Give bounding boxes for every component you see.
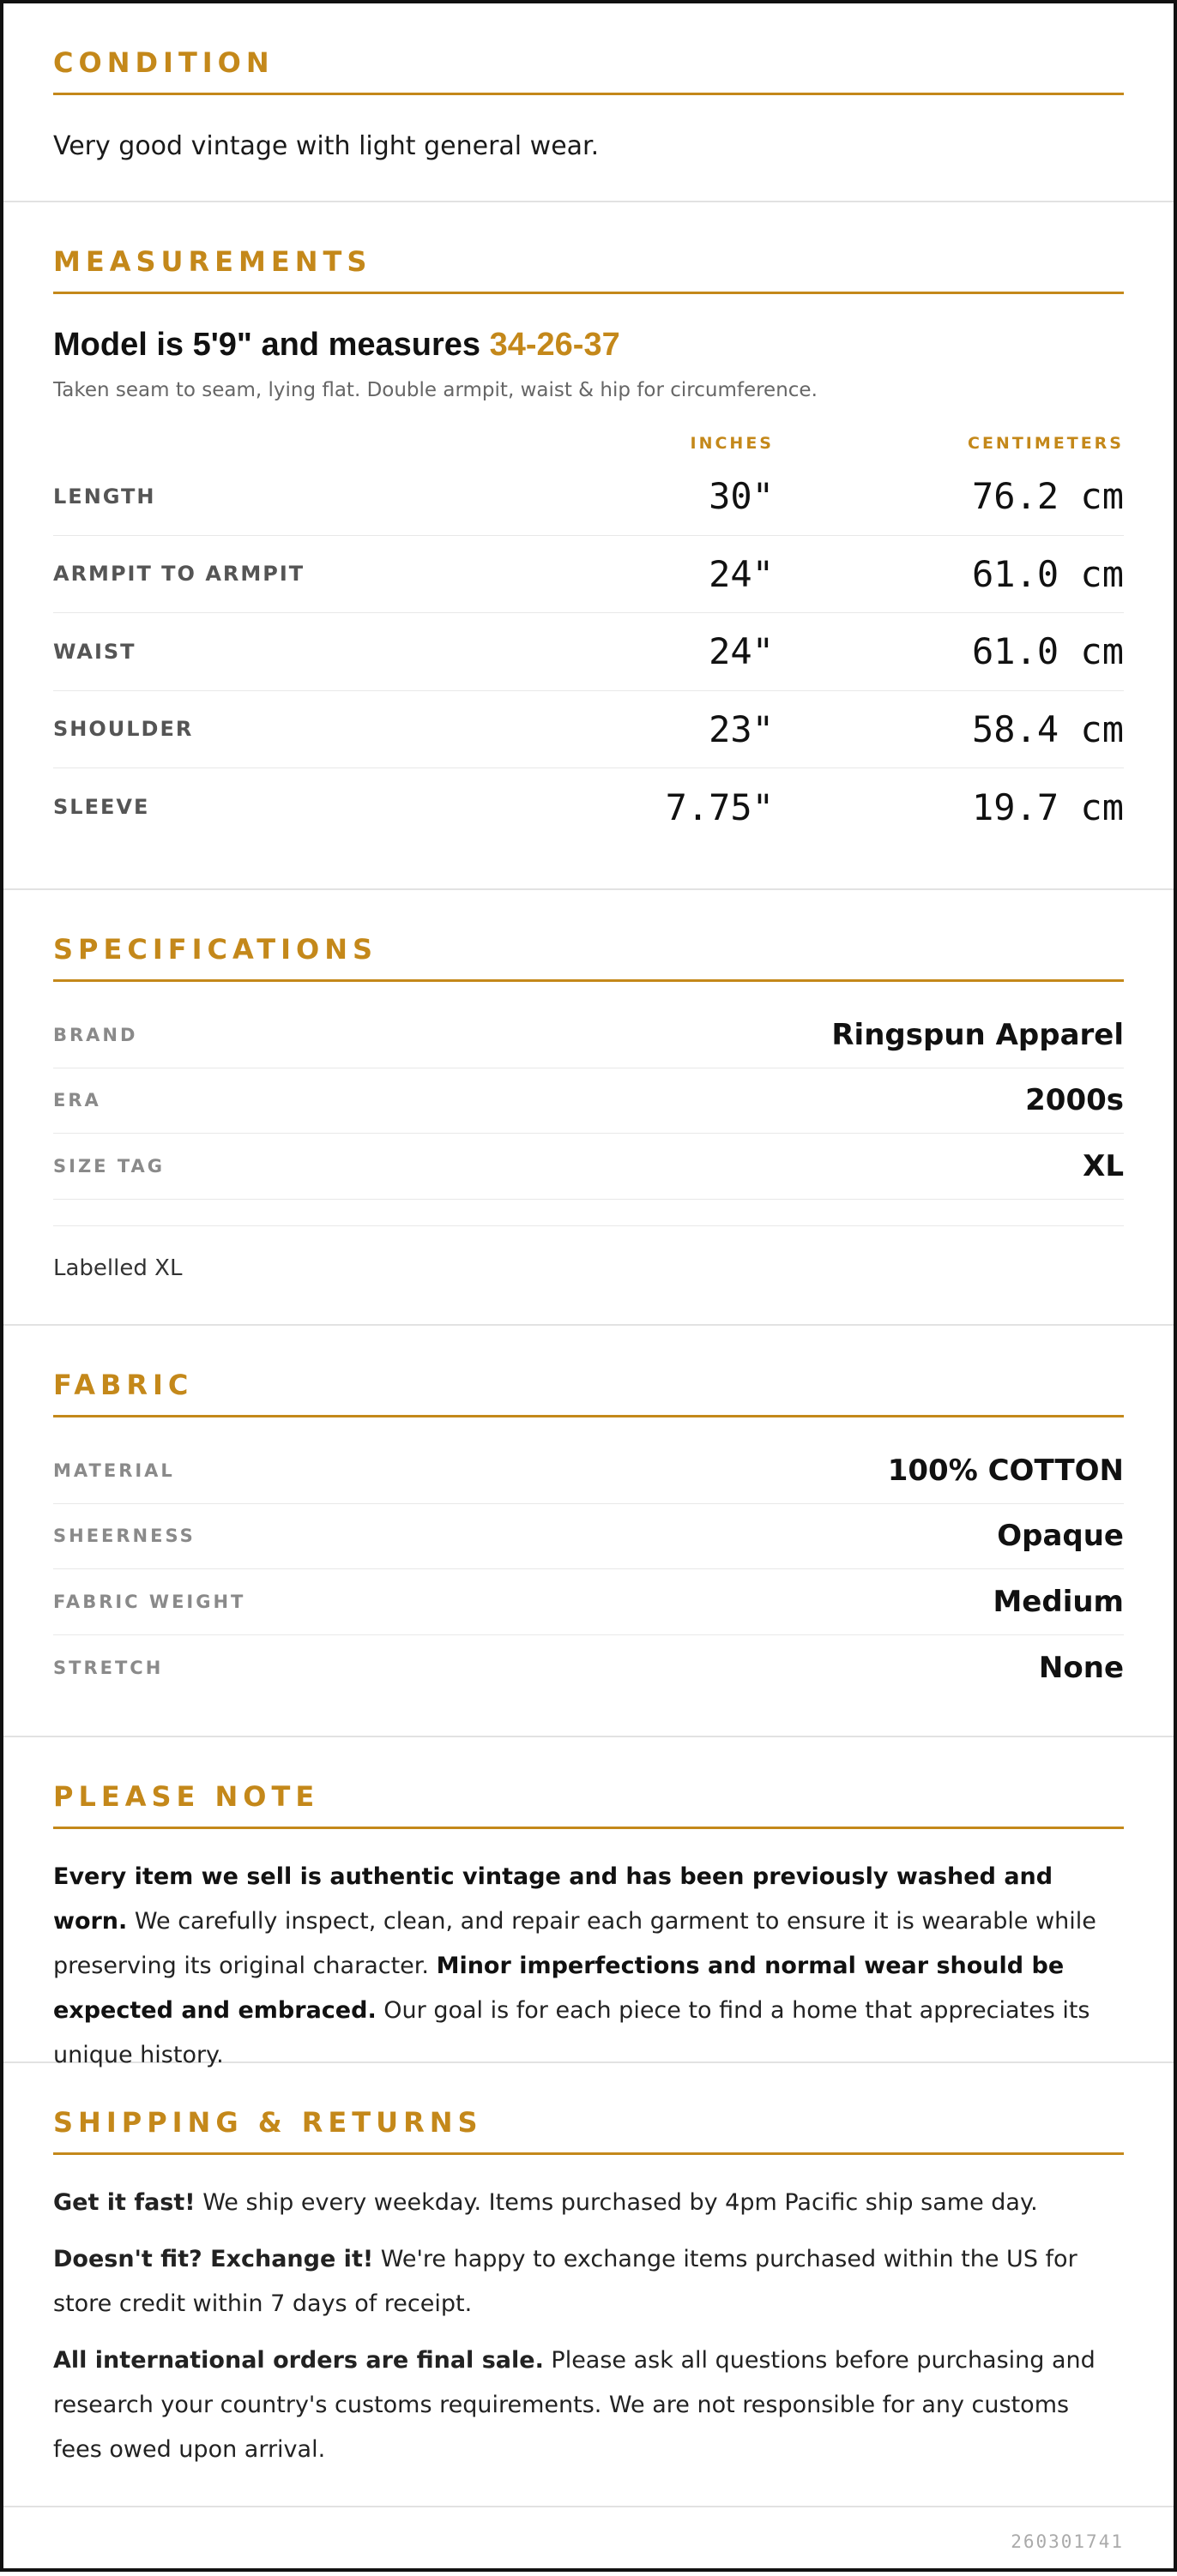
- please-note-text: [53, 1855, 1124, 2078]
- measurement-row-waist: [53, 613, 1124, 691]
- spec-label: BRAND: [53, 1024, 138, 1045]
- note-bold-1: Every item we sell is authentic vintage and has been previously washed and worn.: [53, 1863, 1053, 1935]
- shipping-bold-2: Doesn't fit? Exchange it!: [53, 2246, 374, 2272]
- spec-row-size-tag: [53, 1134, 1124, 1200]
- footer: [3, 2507, 1174, 2576]
- shipping-text-3: Please ask all questions before purchasing and research your country's customs requirements. We are not responsible for any customs fees owed upon arrival.: [53, 2347, 1096, 2463]
- item-code: 260301741: [1011, 2531, 1124, 2552]
- measurement-label: ARMPIT TO ARMPIT: [53, 562, 305, 587]
- model-measures-line: [53, 327, 1124, 364]
- fabric-section: [3, 1326, 1174, 1737]
- column-spacer: [53, 434, 516, 458]
- measurement-cm: 19.7 cm: [971, 785, 1124, 828]
- measurement-row-shoulder: [53, 691, 1124, 769]
- fabric-row-material: [53, 1438, 1124, 1504]
- measurement-row-length: [53, 458, 1124, 536]
- fabric-heading: FABRIC: [53, 1369, 1124, 1417]
- size-tag-note: Labelled XL: [53, 1225, 1124, 1281]
- spec-label: SIZE TAG: [53, 1155, 166, 1177]
- fabric-row-stretch: [53, 1635, 1124, 1701]
- measurement-column-headers: [53, 434, 1124, 458]
- fabric-label: STRETCH: [53, 1657, 164, 1678]
- fabric-label: SHEERNESS: [53, 1526, 196, 1547]
- measurement-cm: 58.4 cm: [971, 707, 1124, 750]
- measurement-label: SLEEVE: [53, 795, 150, 820]
- condition-heading: CONDITION: [53, 46, 1124, 95]
- measurement-cm: 61.0 cm: [971, 630, 1124, 673]
- measurements-section: [3, 202, 1174, 890]
- measurement-label: LENGTH: [53, 484, 156, 509]
- condition-section: [3, 3, 1174, 202]
- fabric-label: MATERIAL: [53, 1460, 175, 1481]
- note-text-2: Our goal is for each piece to find a home that appreciates its unique history.: [53, 1997, 1090, 2068]
- measurement-inches: 24": [709, 630, 774, 673]
- measurement-note: Taken seam to seam, lying flat. Double armpit, waist & hip for circumference.: [53, 379, 818, 401]
- specifications-list: [53, 1002, 1124, 1200]
- spec-row-brand: [53, 1002, 1124, 1068]
- condition-text: Very good vintage with light general wear.: [53, 131, 600, 161]
- model-measures-value: 34-26-37: [489, 327, 620, 363]
- specifications-heading: SPECIFICATIONS: [53, 933, 1124, 982]
- model-prefix: Model is 5'9" and measures: [53, 327, 490, 363]
- shipping-heading: SHIPPING & RETURNS: [53, 2106, 1124, 2155]
- note-bold-2: Minor imperfections and normal wear should be expected and embraced.: [53, 1953, 1065, 2024]
- fabric-row-weight: [53, 1569, 1124, 1635]
- spec-value: Ringspun Apparel: [831, 1017, 1124, 1052]
- fabric-value: None: [1038, 1650, 1124, 1685]
- measurement-inches: 24": [709, 552, 774, 595]
- please-note-heading: PLEASE NOTE: [53, 1780, 1124, 1829]
- measurement-label: WAIST: [53, 639, 136, 664]
- fabric-row-sheerness: [53, 1504, 1124, 1570]
- measurement-row-sleeve: [53, 768, 1124, 846]
- measurement-inches: 30": [709, 475, 774, 518]
- measurement-inches: 7.75": [665, 785, 774, 828]
- please-note-section: [3, 1737, 1174, 2068]
- shipping-paragraph-3: [53, 2338, 1124, 2472]
- shipping-paragraph-1: [53, 2181, 1124, 2225]
- measurements-heading: MEASUREMENTS: [53, 245, 1124, 294]
- measurement-cm: 76.2 cm: [971, 475, 1124, 518]
- measurement-table: [53, 458, 1124, 846]
- column-inches: INCHES: [690, 434, 774, 453]
- measurement-row-armpit: [53, 536, 1124, 614]
- spec-row-era: [53, 1068, 1124, 1135]
- shipping-text-1: We ship every weekday. Items purchased by 4pm Pacific ship same day.: [195, 2189, 1038, 2216]
- specifications-section: [3, 890, 1174, 1326]
- shipping-text: [53, 2181, 1124, 2472]
- shipping-bold-3: All international orders are final sale.: [53, 2347, 544, 2374]
- spec-value: 2000s: [1025, 1083, 1124, 1118]
- measurement-label: SHOULDER: [53, 717, 194, 742]
- shipping-paragraph-2: [53, 2237, 1124, 2326]
- note-text-1: We carefully inspect, clean, and repair each garment to ensure it is wearable while preserving its original character.: [53, 1908, 1096, 1979]
- spec-label: ERA: [53, 1090, 101, 1111]
- fabric-value: Medium: [993, 1584, 1124, 1619]
- measurement-cm: 61.0 cm: [971, 552, 1124, 595]
- column-centimeters: CENTIMETERS: [968, 434, 1124, 453]
- fabric-value: Opaque: [997, 1519, 1124, 1554]
- fabric-value: 100% COTTON: [887, 1453, 1124, 1488]
- spec-value: XL: [1083, 1148, 1124, 1183]
- fabric-list: [53, 1438, 1124, 1700]
- measurement-inches: 23": [709, 707, 774, 750]
- shipping-text-2: We're happy to exchange items purchased within the US for store credit within 7 days of receipt.: [53, 2246, 1077, 2317]
- shipping-bold-1: Get it fast!: [53, 2189, 196, 2216]
- shipping-section: [3, 2063, 1174, 2507]
- fabric-label: FABRIC WEIGHT: [53, 1591, 246, 1612]
